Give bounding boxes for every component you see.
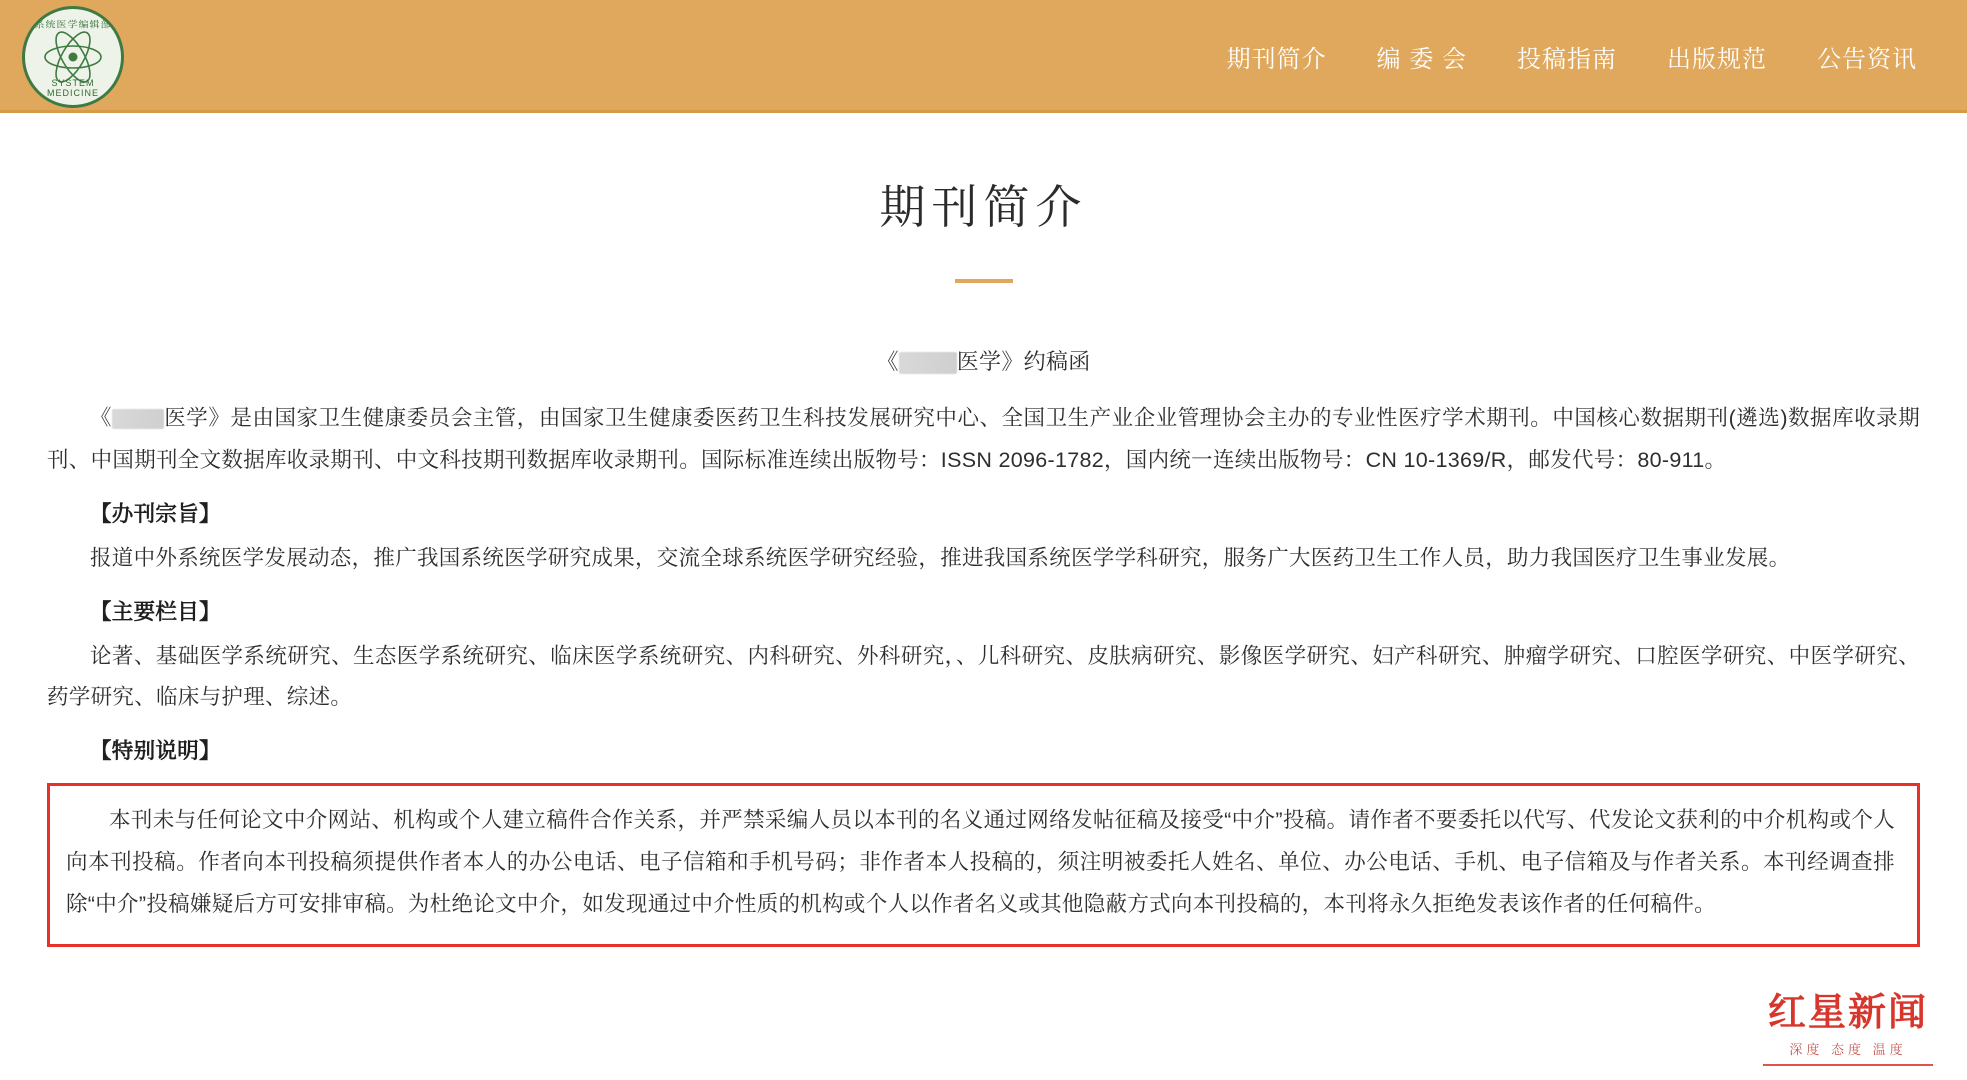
main-navigation xyxy=(1227,39,1927,74)
document-subtitle xyxy=(47,341,1920,384)
nav-item-submission-guide[interactable]: 投稿指南 xyxy=(1517,46,1617,73)
subtitle-prefix: 《 xyxy=(876,349,899,374)
watermark xyxy=(1763,993,1933,1066)
intro-prefix: 《 xyxy=(90,405,113,430)
nav-item-editorial-board[interactable]: 编 委 会 xyxy=(1376,46,1467,73)
header-divider xyxy=(0,110,1967,113)
site-header xyxy=(0,0,1967,113)
site-logo[interactable] xyxy=(22,6,124,108)
nav-item-announcements[interactable]: 公告资讯 xyxy=(1817,46,1917,73)
logo-top-text: 系统医学编辑部 xyxy=(34,19,112,30)
title-underline xyxy=(955,279,1013,283)
intro-rest: 医学》是由国家卫生健康委员会主管，由国家卫生健康委医药卫生科技发展研究中心、全国卫生产业企业管理协会主办的专业性医疗学术期刊。中国核心数据期刊(遴选)数据库收录期刊、中国期刊全文数据库收录期刊、中文科技期刊数据库收录期刊。国际标准连续出版物号：ISSN 2096-1782，国内统一连续出版物号：CN 10-1369/R，邮发代号：80-911。 xyxy=(47,405,1920,472)
watermark-subtitle: 深度 态度 温度 xyxy=(1789,1042,1907,1057)
page-title: 期刊简介 xyxy=(879,181,1088,233)
section-heading-columns: 【主要栏目】 xyxy=(90,599,221,624)
article-body xyxy=(47,341,1920,947)
subtitle-suffix: 医学》约稿函 xyxy=(956,349,1091,374)
columns-paragraph: 论著、基础医学系统研究、生态医学系统研究、临床医学系统研究、内科研究、外科研究，、儿科研究、皮肤病研究、影像医学研究、妇产科研究、肿瘤学研究、口腔医学研究、中医学研究、药学研究、临床与护理、综述。 xyxy=(47,643,1920,710)
watermark-title: 红星新闻 xyxy=(1767,992,1928,1035)
special-notice-box xyxy=(47,783,1920,947)
watermark-rule xyxy=(1763,1064,1933,1066)
special-notice-text: 本刊未与任何论文中介网站、机构或个人建立稿件合作关系，并严禁采编人员以本刊的名义通过网络发帖征稿及接受“中介”投稿。请作者不要委托以代写、代发论文获利的中介机构或个人向本刊投稿。作者向本刊投稿须提供作者本人的办公电话、电子信箱和手机号码；非作者本人投稿的，须注明被委托人姓名、单位、办公电话、手机、电子信箱及与作者关系。本刊经调查排除“中介”投稿嫌疑后方可安排审稿。为杜绝论文中介，如发现通过中介性质的机构或个人以作者名义或其他隐蔽方式向本刊投稿的，本刊将永久拒绝发表该作者的任何稿件。 xyxy=(66,808,1895,917)
atom-icon xyxy=(42,31,104,83)
logo-bottom-text: SYSTEM MEDICINE xyxy=(46,77,99,98)
page-content xyxy=(47,113,1920,947)
journal-logo-icon xyxy=(22,6,124,108)
redacted-journal-name xyxy=(899,352,957,374)
purpose-paragraph: 报道中外系统医学发展动态，推广我国系统医学研究成果，交流全球系统医学研究经验，推进我国系统医学学科研究，服务广大医药卫生工作人员，助力我国医疗卫生事业发展。 xyxy=(90,545,1791,570)
intro-paragraph xyxy=(47,398,1920,482)
section-heading-purpose: 【办刊宗旨】 xyxy=(90,501,221,526)
nav-item-publishing-standards[interactable]: 出版规范 xyxy=(1667,46,1767,73)
redacted-journal-name-2 xyxy=(112,409,164,429)
section-heading-special: 【特别说明】 xyxy=(90,739,221,764)
nav-item-journal-intro[interactable]: 期刊简介 xyxy=(1226,46,1327,73)
